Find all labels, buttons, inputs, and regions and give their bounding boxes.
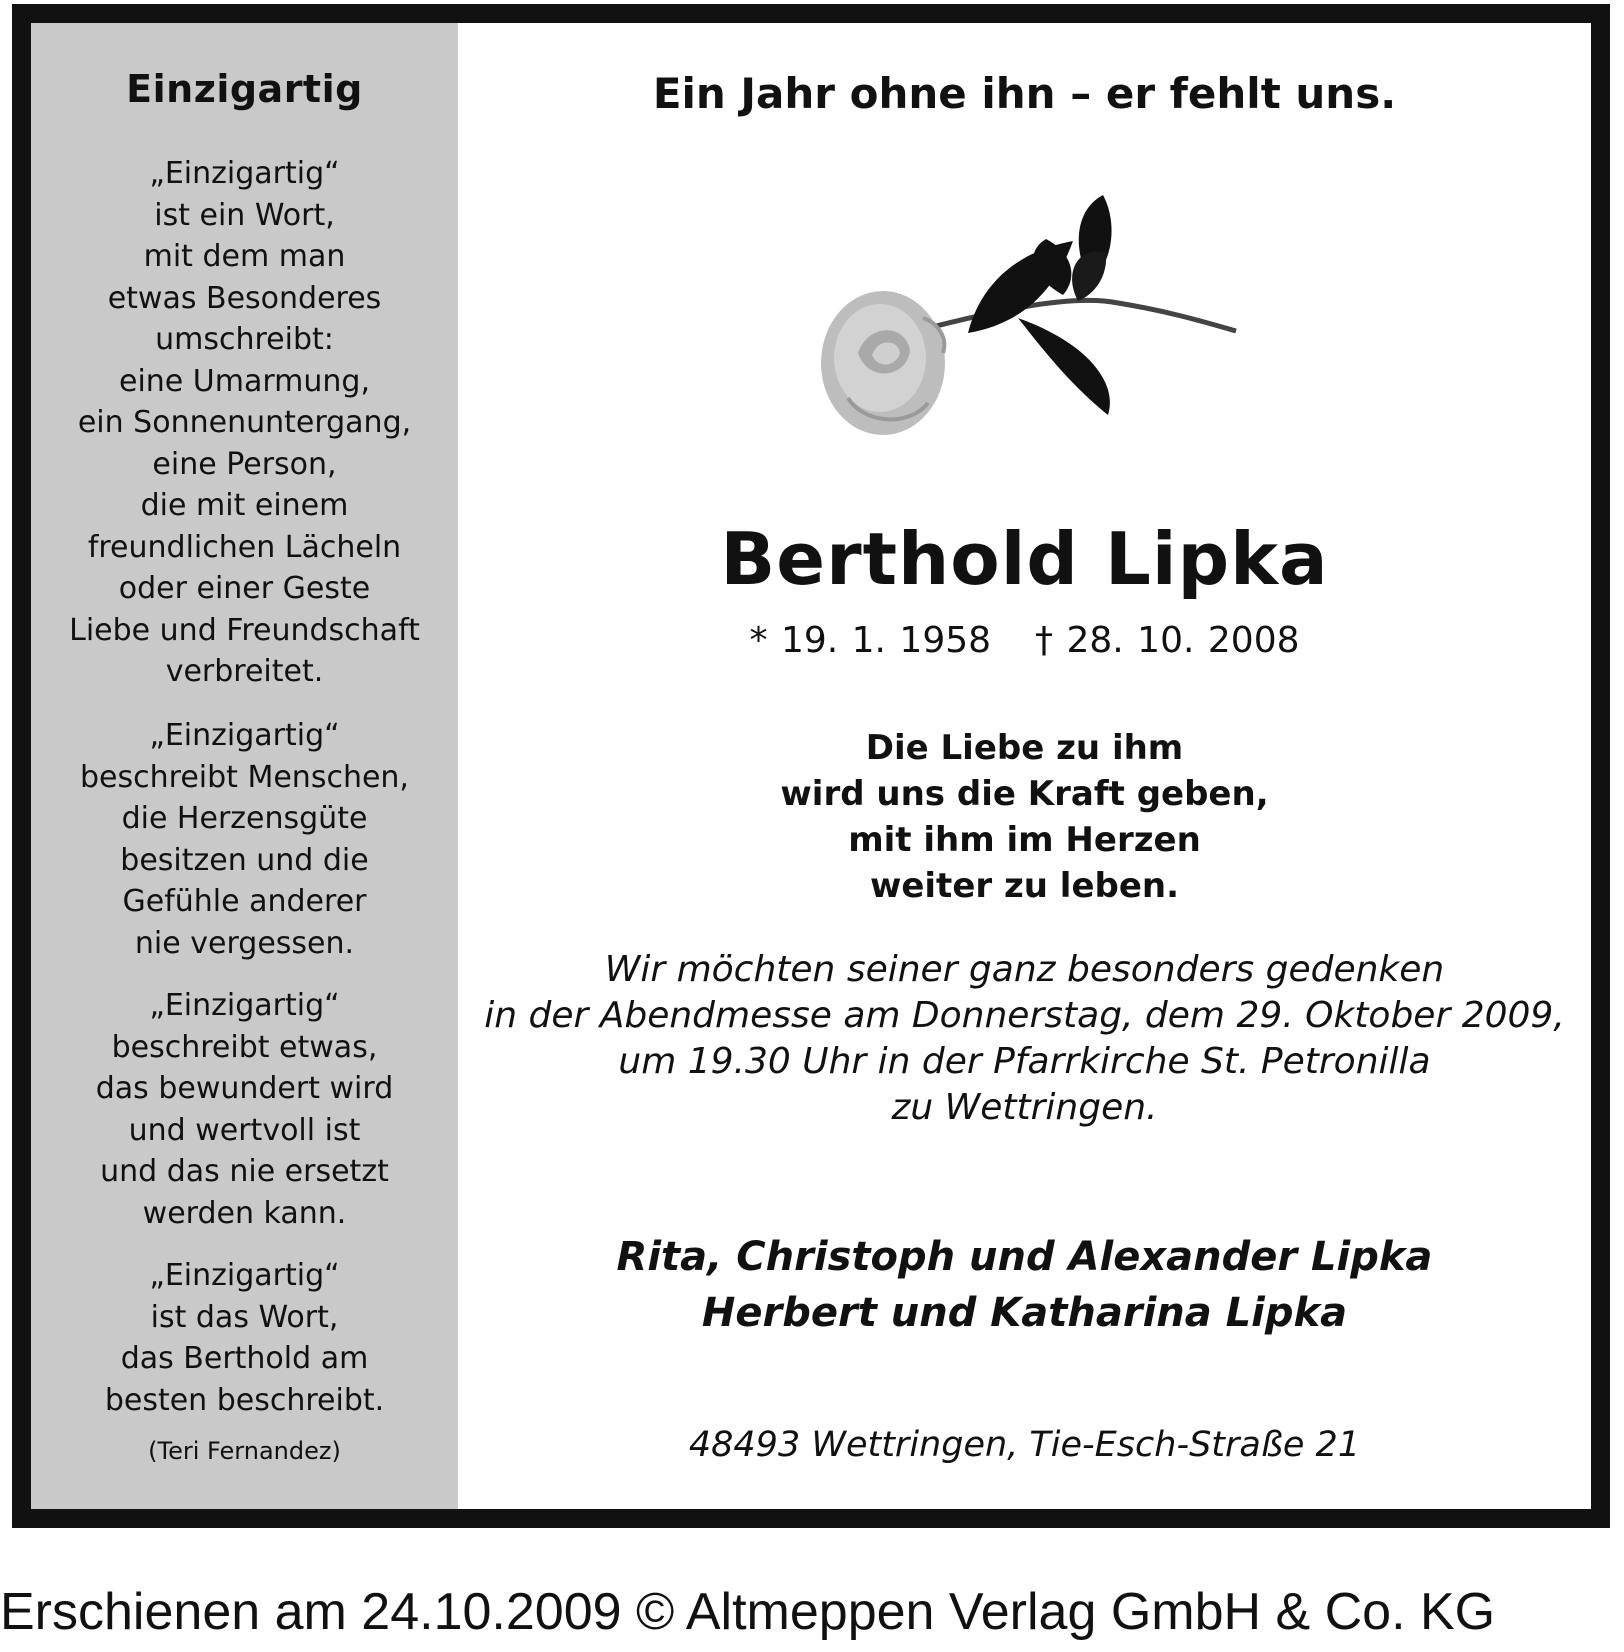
memorial-line: zu Wettringen.	[891, 1087, 1158, 1128]
poem-stanza-4	[31, 1255, 458, 1421]
life-dates	[458, 620, 1591, 661]
notice-main	[458, 23, 1591, 1509]
poem-line: „Einzigartig“	[149, 1258, 340, 1293]
address: 48493 Wettringen, Tie-Esch-Straße 21	[688, 1425, 1361, 1465]
quote-line: weiter zu leben.	[869, 866, 1180, 906]
poem-line: eine Umarmung,	[118, 363, 370, 399]
family-line: Rita, Christoph und Alexander Lipka	[616, 1234, 1433, 1280]
poem-line: besitzen und die	[120, 842, 369, 878]
poem-line: besten beschreibt.	[104, 1382, 385, 1418]
poem-title: Einzigartig	[126, 67, 363, 111]
poem-line: Gefühle anderer	[122, 884, 367, 919]
poem-line: die mit einem	[140, 488, 349, 523]
poem-credit: (Teri Fernandez)	[148, 1437, 341, 1465]
poem-line: ist ein Wort,	[154, 197, 335, 233]
poem-line: „Einzigartig“	[149, 156, 340, 191]
quote-line: wird uns die Kraft geben,	[780, 774, 1269, 814]
rose-icon	[788, 183, 1248, 463]
poem-line: beschreibt Menschen,	[80, 759, 409, 795]
quote-line: Die Liebe zu ihm	[865, 728, 1184, 768]
family-line: Herbert und Katharina Lipka	[701, 1290, 1348, 1336]
poem-line: eine Person,	[152, 446, 337, 482]
poem-stanza-3	[31, 985, 458, 1234]
memorial-line: um 19.30 Uhr in der Pfarrkirche St. Petronilla	[618, 1041, 1431, 1082]
poem-line: freundlichen Lächeln	[87, 529, 402, 565]
deceased-name: Berthold Lipka	[720, 517, 1329, 601]
poem-line: umschreibt:	[155, 322, 334, 357]
poem-line: „Einzigartig“	[149, 988, 340, 1023]
poem-line: oder einer Geste	[118, 571, 371, 606]
poem-line: das bewundert wird	[95, 1071, 394, 1106]
poem-line: und wertvoll ist	[128, 1112, 361, 1148]
poem-line: werden kann.	[142, 1195, 347, 1231]
quote	[458, 725, 1591, 909]
memorial-text	[458, 947, 1591, 1131]
poem-line: Liebe und Freundschaft	[69, 612, 420, 648]
poem-line: ist das Wort,	[150, 1299, 339, 1335]
birth-date: * 19. 1. 1958	[749, 620, 992, 661]
poem-line: ein Sonnenuntergang,	[77, 405, 412, 440]
poem-stanza-2	[31, 715, 458, 964]
poem-line: nie vergessen.	[134, 925, 355, 961]
poem-line: verbreitet.	[165, 654, 324, 689]
quote-line: mit ihm im Herzen	[848, 820, 1201, 860]
notice-inner	[31, 23, 1591, 1509]
poem-sidebar	[31, 23, 458, 1509]
poem-line: mit dem man	[143, 239, 346, 274]
publication-footer: Erschienen am 24.10.2009 © Altmeppen Verlag GmbH & Co. KG	[0, 1583, 1496, 1641]
memorial-line: in der Abendmesse am Donnerstag, dem 29. Oktober 2009,	[484, 995, 1565, 1036]
notice-border	[12, 4, 1610, 1528]
poem-stanza-1	[31, 153, 458, 693]
death-date: † 28. 10. 2008	[1035, 620, 1300, 661]
memorial-line: Wir möchten seiner ganz besonders gedenken	[604, 949, 1445, 990]
poem-line: beschreibt etwas,	[111, 1029, 378, 1065]
poem-line: und das nie ersetzt	[100, 1154, 389, 1189]
poem-line: etwas Besonderes	[107, 280, 382, 316]
poem-line: das Berthold am	[120, 1341, 369, 1376]
poem-line: die Herzensgüte	[121, 801, 368, 836]
headline: Ein Jahr ohne ihn – er fehlt uns.	[652, 69, 1397, 118]
poem-line: „Einzigartig“	[149, 718, 340, 753]
family-names	[458, 1229, 1591, 1341]
